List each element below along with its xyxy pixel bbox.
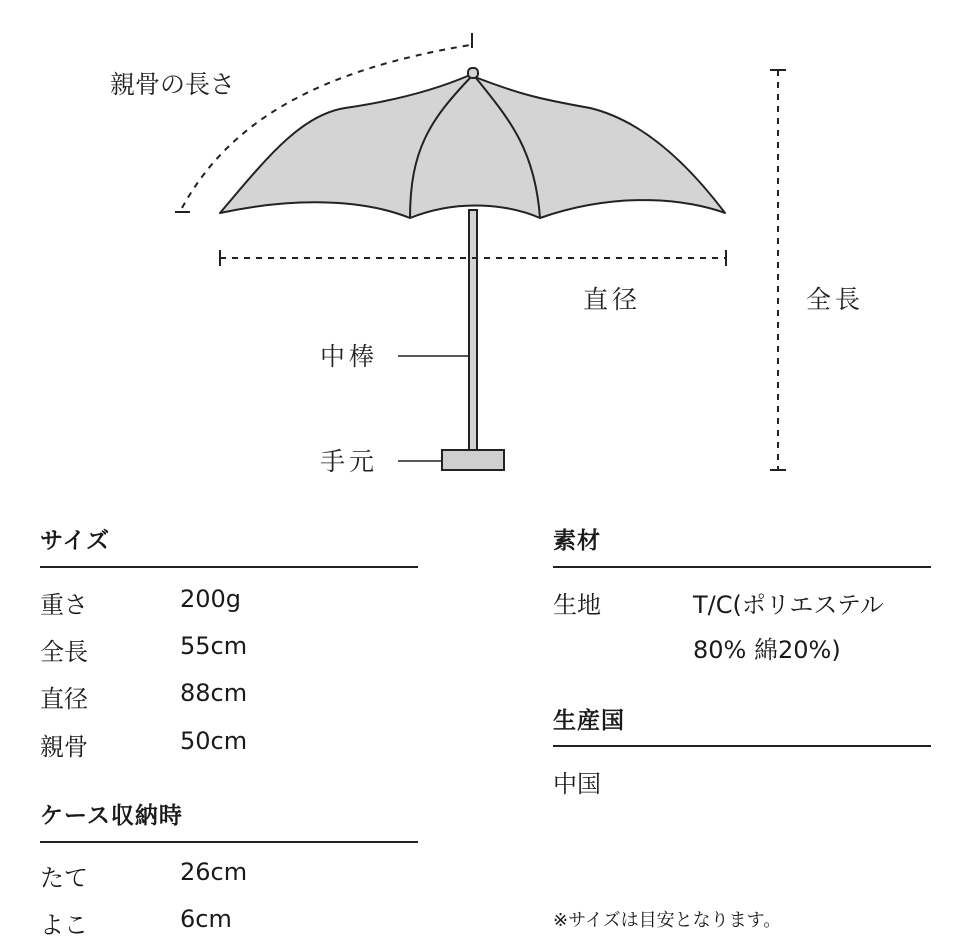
handle-label: 手元 [320, 447, 379, 476]
size-divider [40, 566, 418, 568]
stored-row-height [40, 858, 248, 893]
umbrella-canopy [220, 75, 725, 218]
spec-value: 6cm [180, 905, 232, 933]
size-row-diameter [40, 679, 248, 714]
spec-value: 26cm [180, 858, 248, 886]
size-section-title: サイズ [40, 528, 111, 554]
spec-value: 50cm [180, 727, 248, 755]
spec-key: 重さ [40, 591, 88, 619]
size-row-total-length [40, 632, 248, 667]
spec-value: T/C(ポリエステル [693, 591, 884, 619]
size-note: ※サイズは目安となります。 [553, 910, 782, 931]
spec-key: 全長 [40, 638, 88, 666]
total-length-label: 全長 [806, 285, 865, 314]
spec-key: 生地 [553, 591, 601, 619]
stored-section-title: ケース収納時 [40, 803, 183, 829]
spec-value: 200g [180, 585, 242, 613]
size-row-rib [40, 727, 248, 762]
material-value-line2: 80% 綿20%) [693, 636, 841, 664]
umbrella-shaft [469, 210, 477, 450]
spec-key: 直径 [40, 685, 88, 713]
stored-divider [40, 841, 418, 843]
origin-section-title: 生産国 [553, 708, 625, 734]
origin-divider [553, 745, 931, 747]
size-row-weight [40, 585, 242, 620]
material-divider [553, 566, 931, 568]
diameter-label: 直径 [583, 285, 642, 314]
spec-key: 親骨 [40, 733, 88, 761]
umbrella-tip [468, 68, 478, 78]
material-row-fabric [553, 585, 884, 620]
spec-value: 55cm [180, 632, 248, 660]
spec-key: よこ [40, 911, 88, 939]
spec-value: 88cm [180, 679, 248, 707]
spec-key: たて [40, 864, 88, 892]
rib-length-label: 親骨の長さ [110, 70, 236, 99]
umbrella-handle [442, 450, 504, 470]
material-section-title: 素材 [553, 528, 601, 554]
shaft-label: 中棒 [320, 342, 379, 371]
stored-row-width [40, 905, 232, 940]
origin-value: 中国 [553, 770, 601, 798]
